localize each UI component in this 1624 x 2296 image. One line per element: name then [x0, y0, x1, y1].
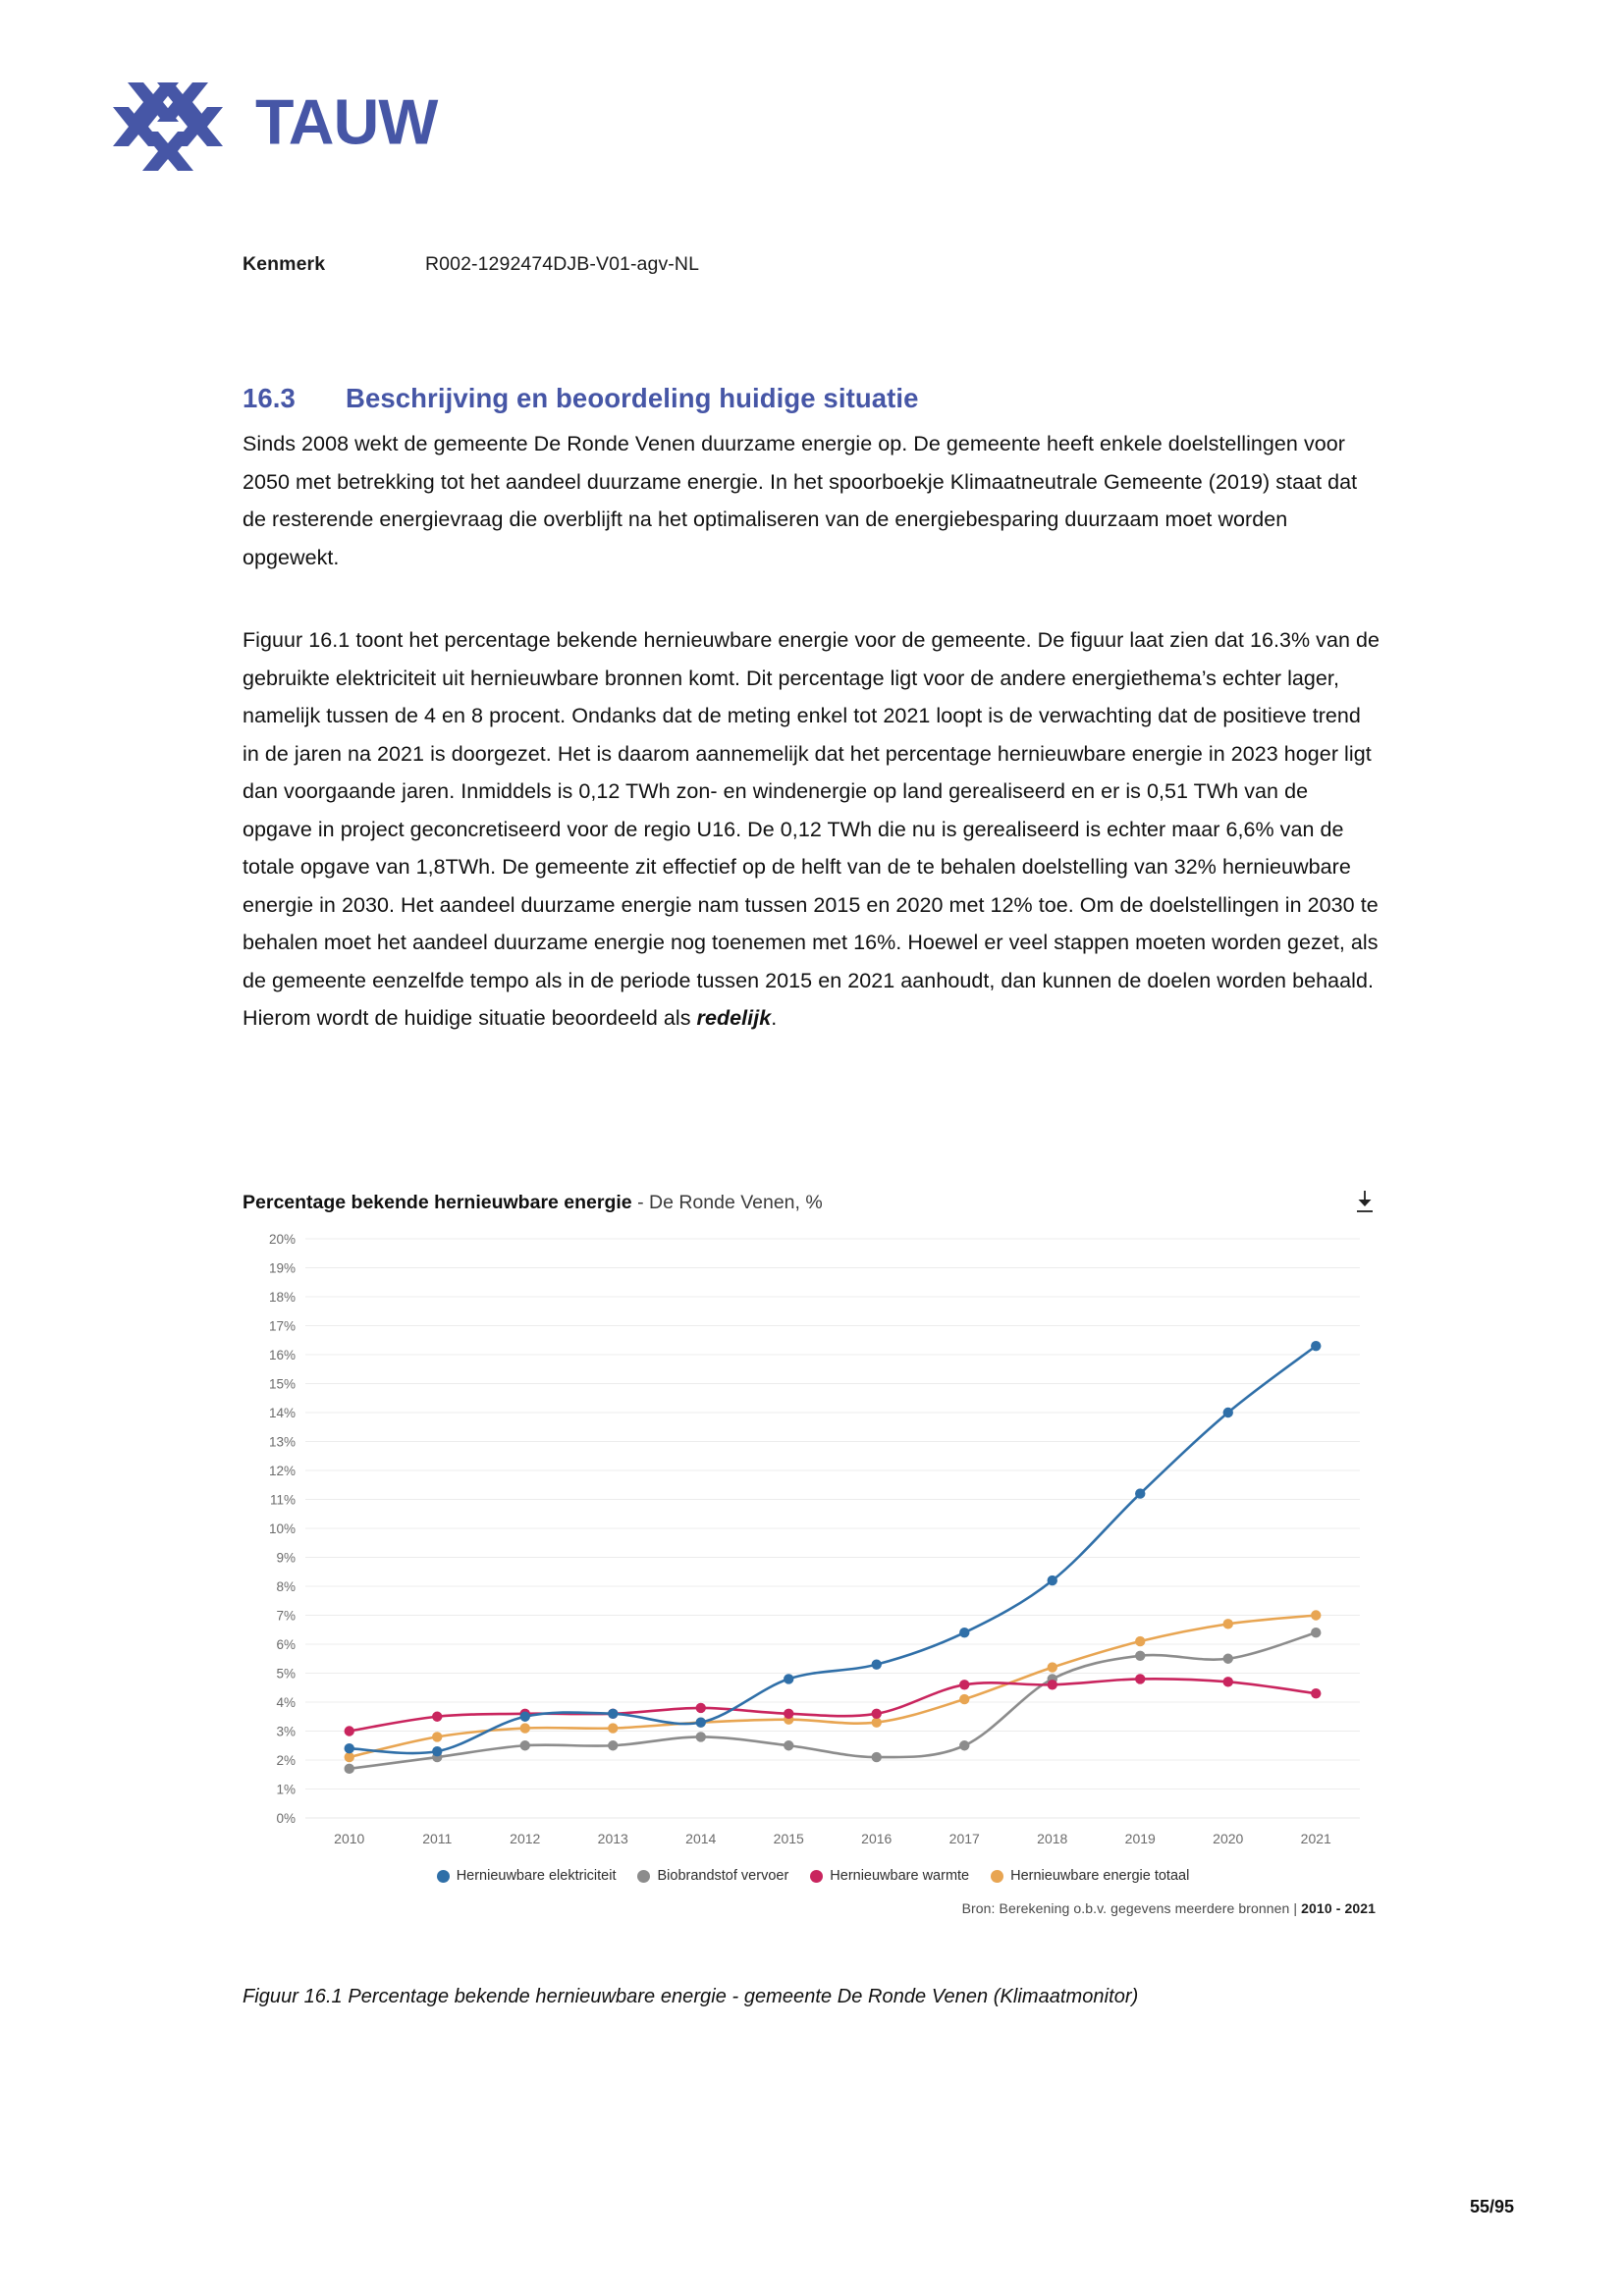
- svg-text:0%: 0%: [276, 1811, 296, 1826]
- svg-text:16%: 16%: [268, 1348, 296, 1362]
- body-paragraph-2: [243, 621, 1381, 1038]
- legend-item[interactable]: [810, 1868, 969, 1884]
- svg-text:19%: 19%: [268, 1260, 296, 1276]
- svg-text:2012: 2012: [510, 1831, 541, 1846]
- chart-header: [243, 1188, 1383, 1231]
- svg-text:2014: 2014: [685, 1831, 717, 1846]
- svg-text:7%: 7%: [276, 1608, 296, 1624]
- section-heading: [243, 383, 919, 414]
- legend-label: Hernieuwbare warmte: [830, 1868, 970, 1884]
- svg-text:2015: 2015: [773, 1831, 804, 1846]
- svg-text:13%: 13%: [268, 1434, 296, 1450]
- legend-item[interactable]: [991, 1868, 1189, 1884]
- line-chart: [243, 1231, 1383, 1859]
- paragraph-text: Sinds 2008 wekt de gemeente De Ronde Venen duurzame energie op. De gemeente heeft enkele doelstellingen voor 2050 met betrekking tot het aandeel duurzame energie. In het spoorboekje Klimaatneutrale Gemeente (2019) staat dat de resterende energievraag die overblijft na het optimaliseren van de energiebesparing duurzaam moet worden opgewekt.: [243, 432, 1358, 569]
- chart-title: [243, 1192, 823, 1214]
- svg-text:4%: 4%: [276, 1695, 296, 1710]
- svg-text:2011: 2011: [422, 1831, 453, 1846]
- svg-text:2021: 2021: [1300, 1831, 1331, 1846]
- page-number: 55/95: [1469, 2197, 1514, 2216]
- chart-title-subtitle: - De Ronde Venen, %: [631, 1192, 823, 1213]
- svg-text:11%: 11%: [269, 1492, 296, 1508]
- section-number: 16.3: [243, 383, 296, 413]
- chart-legend: [243, 1861, 1383, 1891]
- svg-text:1%: 1%: [276, 1782, 296, 1797]
- download-icon[interactable]: [1352, 1188, 1378, 1217]
- legend-color-dot: [437, 1870, 450, 1883]
- tauw-logo-icon: [108, 77, 228, 180]
- svg-text:3%: 3%: [276, 1724, 296, 1739]
- svg-text:5%: 5%: [276, 1666, 296, 1682]
- chart-plot-area: [243, 1231, 1383, 1859]
- tauw-wordmark: [255, 92, 506, 164]
- svg-text:2020: 2020: [1213, 1831, 1244, 1846]
- legend-item[interactable]: [637, 1868, 788, 1884]
- chart-source: [243, 1900, 1383, 1916]
- figure-caption: Figuur 16.1 Percentage bekende hernieuwbare energie - gemeente De Ronde Venen (Klimaatmonitor): [243, 1986, 1139, 2007]
- kenmerk-label: Kenmerk: [243, 253, 326, 275]
- legend-color-dot: [637, 1870, 650, 1883]
- legend-label: Biobrandstof vervoer: [657, 1868, 789, 1884]
- legend-label: Hernieuwbare energie totaal: [1010, 1868, 1190, 1884]
- chart-title-main: Percentage bekende hernieuwbare energie: [243, 1192, 632, 1213]
- svg-text:2018: 2018: [1037, 1831, 1068, 1846]
- svg-text:20%: 20%: [268, 1232, 296, 1247]
- paragraph-text: [243, 621, 1381, 1038]
- svg-text:6%: 6%: [276, 1637, 296, 1652]
- svg-text:2017: 2017: [948, 1831, 980, 1846]
- svg-text:2016: 2016: [861, 1831, 893, 1846]
- document-reference-row: [243, 253, 699, 276]
- paragraph-emphasis: redelijk: [696, 1006, 772, 1030]
- svg-text:TAUW: TAUW: [255, 92, 438, 158]
- svg-text:2019: 2019: [1124, 1831, 1156, 1846]
- body-paragraph-1: [243, 425, 1381, 576]
- svg-text:10%: 10%: [268, 1522, 296, 1536]
- legend-item[interactable]: [437, 1868, 617, 1884]
- legend-label: Hernieuwbare elektriciteit: [456, 1868, 617, 1884]
- svg-text:2%: 2%: [276, 1753, 296, 1768]
- svg-text:2013: 2013: [597, 1831, 628, 1846]
- paragraph-text-part-2: .: [771, 1006, 778, 1030]
- legend-color-dot: [991, 1870, 1003, 1883]
- svg-text:8%: 8%: [276, 1579, 296, 1594]
- svg-text:12%: 12%: [268, 1464, 296, 1478]
- svg-text:9%: 9%: [276, 1550, 296, 1566]
- legend-color-dot: [810, 1870, 823, 1883]
- tauw-logo: [108, 77, 506, 180]
- svg-text:18%: 18%: [268, 1290, 296, 1305]
- svg-text:17%: 17%: [268, 1318, 296, 1334]
- svg-text:15%: 15%: [268, 1376, 296, 1392]
- paragraph-text-part-1: Figuur 16.1 toont het percentage bekende hernieuwbare energie voor de gemeente. De figuur laat zien dat 16.3% van de gebruikte elektriciteit uit hernieuwbare bronnen komt. Dit percentage ligt voor de andere energiethema’s echter lager, namelijk tussen de 4 en 8 procent. Ondanks dat de meting enkel tot 2021 loopt is de verwachting dat de positieve trend in de jaren na 2021 is doorgezet. Het is daarom aannemelijk dat het percentage hernieuwbare energie in 2023 hoger ligt dan voorgaande jaren. Inmiddels is 0,12 TWh zon- en windenergie op land gerealiseerd en er is 0,51 TWh van de opgave in project geconcretiseerd voor de regio U16. De 0,12 TWh die nu is gerealiseerd is echter maar 6,6% van de totale opgave van 1,8TWh. De gemeente zit effectief op de helft van de te behalen doelstelling van 32% hernieuwbare energie in 2030. Het aandeel duurzame energie nam tussen 2015 en 2020 met 12% toe. Om de doelstellingen in 2030 te behalen moet het aandeel duurzame energie nog toenemen met 16%. Hoewel er veel stappen moeten worden gezet, als de gemeente eenzelfde tempo als in de periode tussen 2015 en 2021 aanhoudt, dan kunnen de doelen worden behaald. Hierom wordt de huidige situatie beoordeeld als: [243, 628, 1380, 1030]
- kenmerk-value: R002-1292474DJB-V01-agv-NL: [425, 253, 700, 275]
- svg-text:14%: 14%: [268, 1406, 296, 1420]
- chart-card: [243, 1188, 1383, 1963]
- chart-source-text: Bron: Berekening o.b.v. gegevens meerdere bronnen |: [961, 1900, 1302, 1916]
- svg-text:2010: 2010: [334, 1831, 365, 1846]
- section-title: Beschrijving en beoordeling huidige situatie: [346, 383, 919, 413]
- chart-source-range: 2010 - 2021: [1301, 1900, 1376, 1916]
